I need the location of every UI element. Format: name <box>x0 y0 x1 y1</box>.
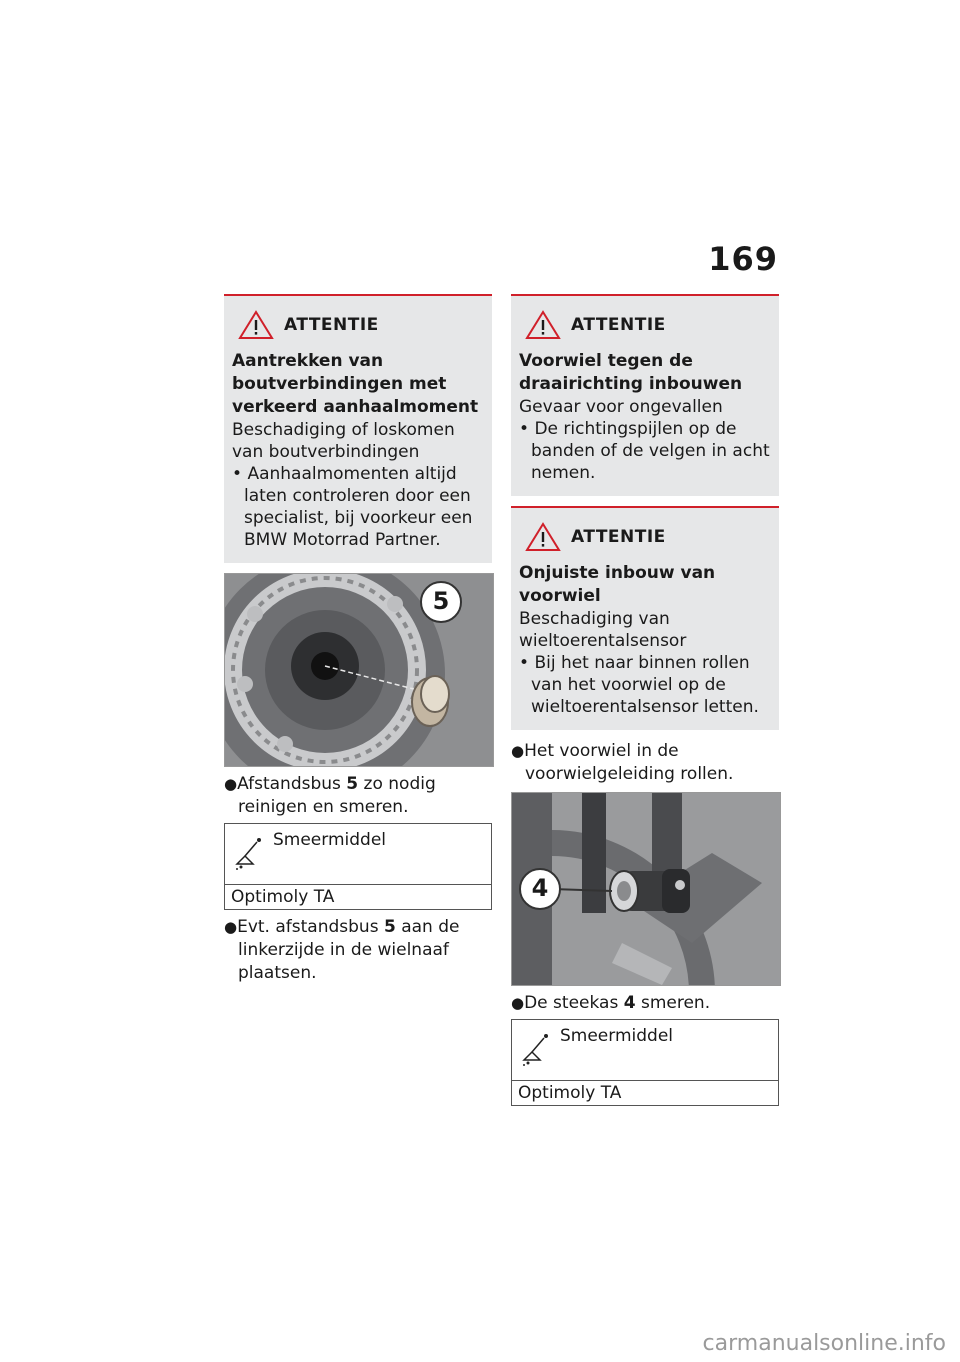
watermark: carmanualsonline.info <box>702 1331 946 1356</box>
figure-callout-4: 4 <box>531 874 549 902</box>
oil-can-icon <box>231 834 265 870</box>
warning-title: Voorwiel tegen de draairichting inbouwen <box>519 351 743 394</box>
step-roll-wheel: ●Het voorwiel in de voorwielgeleiding rollen. <box>511 741 734 784</box>
warning-triangle-icon <box>238 310 274 340</box>
lubricant-label: Smeermiddel <box>560 1026 674 1046</box>
warning-triangle-icon <box>525 522 561 552</box>
step-grease-axle: ●De steekas 4 smeren. <box>511 993 711 1013</box>
step-clean-spacer: ●Afstandsbus 5 zo nodig reinigen en smeren. <box>224 774 436 817</box>
warning-bullet: • Aanhaalmomenten altijd laten controleren door een specialist, bij voorkeur een BMW Motorrad Partner. <box>232 463 484 551</box>
warning-label: ATTENTIE <box>571 315 666 335</box>
lubricant-value: Optimoly TA <box>231 887 335 907</box>
warning-bullet: • De richtingspijlen op de banden of de velgen in acht nemen. <box>519 418 771 484</box>
lubricant-box <box>511 1019 779 1106</box>
lubricant-value: Optimoly TA <box>518 1083 622 1103</box>
oil-can-icon <box>518 1030 552 1066</box>
lubricant-box <box>224 823 492 910</box>
warning-box-direction <box>511 294 779 496</box>
warning-text: Beschadiging of loskomen van boutverbindingen <box>232 420 455 462</box>
warning-text: Gevaar voor ongevallen <box>519 397 723 417</box>
page-number: 169 <box>708 240 778 278</box>
warning-label: ATTENTIE <box>571 527 666 547</box>
step-place-spacer: ●Evt. afstandsbus 5 aan de linkerzijde in de wielnaaf plaatsen. <box>224 917 460 983</box>
warning-triangle-icon <box>525 310 561 340</box>
left-column <box>224 294 492 989</box>
warning-box-sensor <box>511 506 779 730</box>
warning-label: ATTENTIE <box>284 315 379 335</box>
warning-box <box>224 294 492 563</box>
warning-bullet: • Bij het naar binnen rollen van het voorwiel op de wieltoerentalsensor letten. <box>519 652 771 718</box>
warning-text: Beschadiging van wieltoerentalsensor <box>519 609 687 651</box>
warning-title: Onjuiste inbouw van voorwiel <box>519 563 716 606</box>
figure-callout-5: 5 <box>432 587 450 615</box>
warning-title: Aantrekken van boutverbindingen met verkeerd aanhaalmoment <box>232 351 479 417</box>
lubricant-label: Smeermiddel <box>273 830 387 850</box>
right-column <box>511 294 779 1112</box>
